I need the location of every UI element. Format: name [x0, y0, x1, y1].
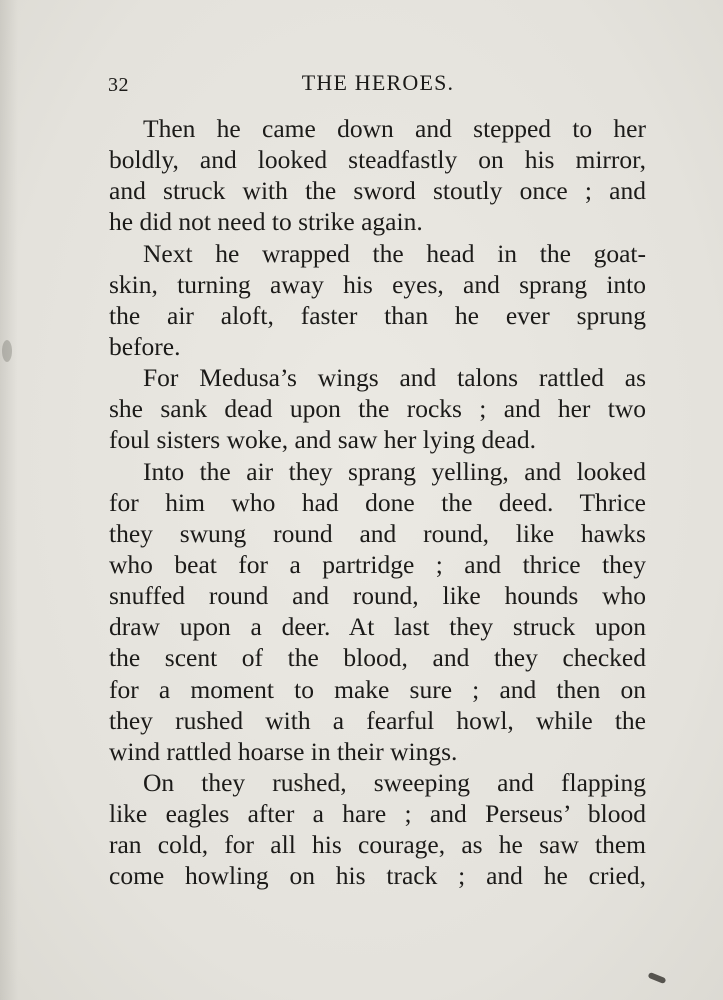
text-line: they swung round and round, like hawks: [109, 518, 646, 548]
text-line: the air aloft, faster than he ever sprung: [109, 300, 646, 330]
text-line: and struck with the sword stoutly once ; and: [109, 176, 646, 206]
page-blemish: [2, 340, 12, 362]
text-line: before.: [109, 331, 181, 361]
text-line: for a moment to make sure ; and then on: [109, 674, 646, 704]
text-line: Next he wrapped the head in the goat-: [143, 238, 646, 268]
text-line: come howling on his track ; and he cried,: [109, 861, 646, 891]
text-line: skin, turning away his eyes, and sprang into: [109, 269, 646, 299]
text-line: draw upon a deer. At last they struck upon: [109, 612, 646, 642]
text-line: ran cold, for all his courage, as he saw them: [109, 830, 646, 860]
text-line: he did not need to strike again.: [109, 207, 423, 237]
text-line: they rushed with a fearful howl, while the: [109, 705, 646, 735]
text-line: snuffed round and round, like hounds who: [109, 581, 646, 611]
text-line: wind rattled hoarse in their wings.: [109, 736, 458, 766]
body-text: [109, 113, 646, 892]
ink-smudge: [648, 972, 667, 984]
text-line: who beat for a partridge ; and thrice they: [109, 549, 646, 579]
text-line: like eagles after a hare ; and Perseus’ blood: [109, 799, 646, 829]
text-line: she sank dead upon the rocks ; and her two: [109, 394, 646, 424]
page-number: 32: [108, 74, 129, 96]
text-line: Into the air they sprang yelling, and looked: [143, 456, 646, 486]
page-header: [108, 70, 648, 102]
page-edge-shadow: [0, 0, 18, 1000]
text-line: For Medusa’s wings and talons rattled as: [143, 363, 646, 393]
running-head: THE HEROES.: [301, 70, 455, 95]
text-line: the scent of the blood, and they checked: [109, 643, 646, 673]
text-line: foul sisters woke, and saw her lying dead.: [109, 425, 537, 455]
text-line: Then he came down and stepped to her: [143, 114, 646, 143]
text-line: for him who had done the deed. Thrice: [109, 487, 646, 517]
text-line: On they rushed, sweeping and flapping: [143, 767, 646, 797]
text-line: boldly, and looked steadfastly on his mirror,: [109, 145, 646, 175]
